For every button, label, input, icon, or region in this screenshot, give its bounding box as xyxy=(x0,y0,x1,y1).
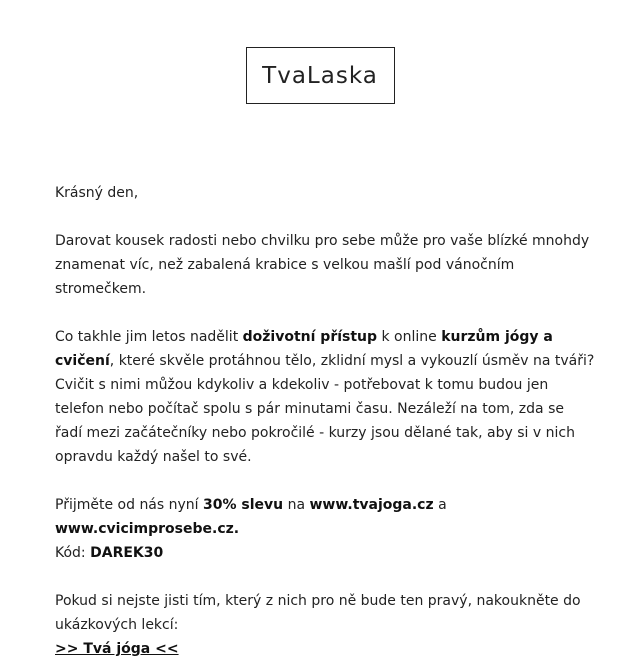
tva-joga-link[interactable]: >> Tvá jóga << xyxy=(55,641,179,657)
discount-amount: 30% slevu xyxy=(203,497,284,513)
logo-text: TvaLaska xyxy=(262,62,378,89)
offer-text-2: na xyxy=(283,497,310,513)
lifetime-access: doživotní přístup xyxy=(242,329,378,345)
gift-text-2: k online xyxy=(377,329,442,345)
offer-paragraph xyxy=(55,493,595,565)
site-link-cvicimprosebe[interactable]: www.cvicimprosebe.cz. xyxy=(55,521,240,537)
email-body xyxy=(55,181,595,661)
discount-code: DAREK30 xyxy=(90,545,164,561)
gift-paragraph xyxy=(55,325,595,373)
code-label: Kód: xyxy=(55,545,91,561)
offer-text-1: Přijměte od nás nyní xyxy=(55,497,204,513)
greeting: Krásný den, xyxy=(55,185,139,201)
site-link-tvajoga[interactable]: www.tvajoga.cz xyxy=(309,497,434,513)
details-paragraph: Cvičit s nimi můžou kdykoliv a kdekoliv - potřebovat k tomu budou jen telefon nebo počítač spolu s pár minutami času. Nezáleží na tom, zda se řadí mezi začátečníky nebo pokročilé - kurzy jsou dělané tak, aby si v nich opravdu každý našel to své. xyxy=(55,377,575,465)
gift-text-1: Co takhle jim letos nadělit xyxy=(55,329,243,345)
offer-text-3: a xyxy=(433,497,447,513)
sample-lessons-paragraph: Pokud si nejste jisti tím, který z nich pro ně bude ten pravý, nakoukněte do ukázkových lekcí: xyxy=(55,593,581,633)
logo[interactable] xyxy=(246,47,395,104)
courses-highlight: kurzům jógy a cvičení xyxy=(55,329,553,369)
header xyxy=(0,47,640,104)
intro-paragraph: Darovat kousek radosti nebo chvilku pro sebe může pro vaše blízké mnohdy znamenat víc, než zabalená krabice s velkou mašlí pod vánočním stromečkem. xyxy=(55,233,590,297)
gift-text-3: , které skvěle protáhnou tělo, zklidní mysl a vykouzlí úsměv na tváři? xyxy=(109,353,595,369)
